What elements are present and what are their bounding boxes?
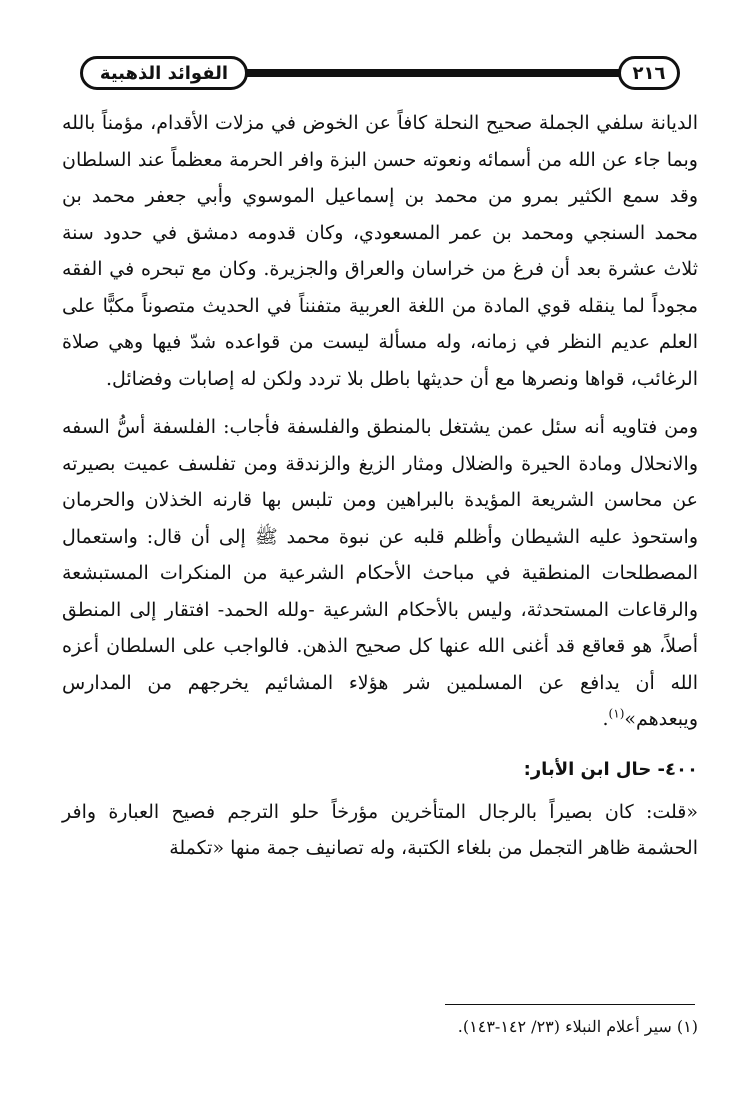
page-number: ٢١٦: [618, 56, 680, 90]
paragraph-1: الديانة سلفي الجملة صحيح النحلة كافاً عن الخوض في مزلات الأقدام، مؤمناً بالله وبما جاء عن الله من أسمائه ونعوته حسن البزة وافر الحرمة معظماً عند السلطان وقد سمع الكثير بمرو من محمد بن إسماعيل الموسوي وأبي جعفر محمد بن محمد السنجي ومحمد بن عمر المسعودي، وكان قدومه دمشق في حدود سنة ثلاث عشرة بعد أن فرغ من خراسان والعراق والجزيرة. وكان مع تبحره في الفقه مجوداً لما ينقله قوي المادة من اللغة العربية متفنناً في الحديث متصوناً مكبًّا على العلم عديم النظر في زمانه، وله مسألة ليست من قواعده شدّ فيها وهي صلاة الرغائب، قواها ونصرها مع أن حديثها باطل بلا تردد ولكن له إصابات وفضائل.: [62, 112, 698, 390]
paragraph-2-text: ومن فتاويه أنه سئل عمن يشتغل بالمنطق والفلسفة فأجاب: الفلسفة أسُّ السفه والانحلال ومادة الحيرة والضلال ومثار الزيغ والزندقة ومن تفلسف عميت بصيرته عن محاسن الشريعة المؤيدة بالبراهين ومن تلبس بها قارنه الخذلان والحرمان واستحوذ عليه الشيطان وأظلم قلبه عن نبوة محمد ﷺ إلى أن قال: واستعمال المصطلحات المنطقية في مباحث الأحكام الشرعية من المنكرات المستبشعة والرقاعات المستحدثة، وليس بالأحكام الشرعية -ولله الحمد- افتقار إلى المنطق أصلاً، هو قعاقع قد أغنى الله عنها كل صحيح الذهن. فالواجب على السلطان أعزه الله أن يدافع عن المسلمين شر هؤلاء المشائيم يخرجهم من المدارس ويبعدهم»: [62, 416, 698, 730]
book-title: الفوائد الذهبية: [80, 56, 248, 90]
paragraph-2: ومن فتاويه أنه سئل عمن يشتغل بالمنطق والفلسفة فأجاب: الفلسفة أسُّ السفه والانحلال ومادة الحيرة والضلال ومثار الزيغ والزندقة ومن تفلسف عميت بصيرته عن محاسن الشريعة المؤيدة بالبراهين ومن تلبس بها قارنه الخذلان والحرمان واستحوذ عليه الشيطان وأظلم قلبه عن نبوة محمد ﷺ إلى أن قال: واستعمال المصطلحات المنطقية في مباحث الأحكام الشرعية من المنكرات المستبشعة والرقاعات المستحدثة، وليس بالأحكام الشرعية -ولله الحمد- افتقار إلى المنطق أصلاً، هو قعاقع قد أغنى الله عنها كل صحيح الذهن. فالواجب على السلطان أعزه الله أن يدافع عن المسلمين شر هؤلاء المشائيم يخرجهم من المدارس ويبعدهم»$^{(١)}$.: [62, 416, 698, 730]
footnote-reference: (١): [608, 706, 625, 721]
page-body: [62, 105, 698, 867]
paragraph-3: «قلت: كان بصيراً بالرجال المتأخرين مؤرخاً حلو الترجم فصيح العبارة وافر الحشمة ظاهر التجمل من بلغاء الكتبة، وله تصانيف جمة منها «تكملة: [62, 800, 698, 859]
header-rule: [245, 69, 620, 77]
section-heading: ٤٠٠- حال ابن الأبار:: [523, 758, 698, 780]
page-header: [70, 52, 678, 100]
footnote: (١) سير أعلام النبلاء (٢٣/ ١٤٢-١٤٣).: [457, 1017, 698, 1036]
footnote-separator: [445, 1004, 695, 1005]
